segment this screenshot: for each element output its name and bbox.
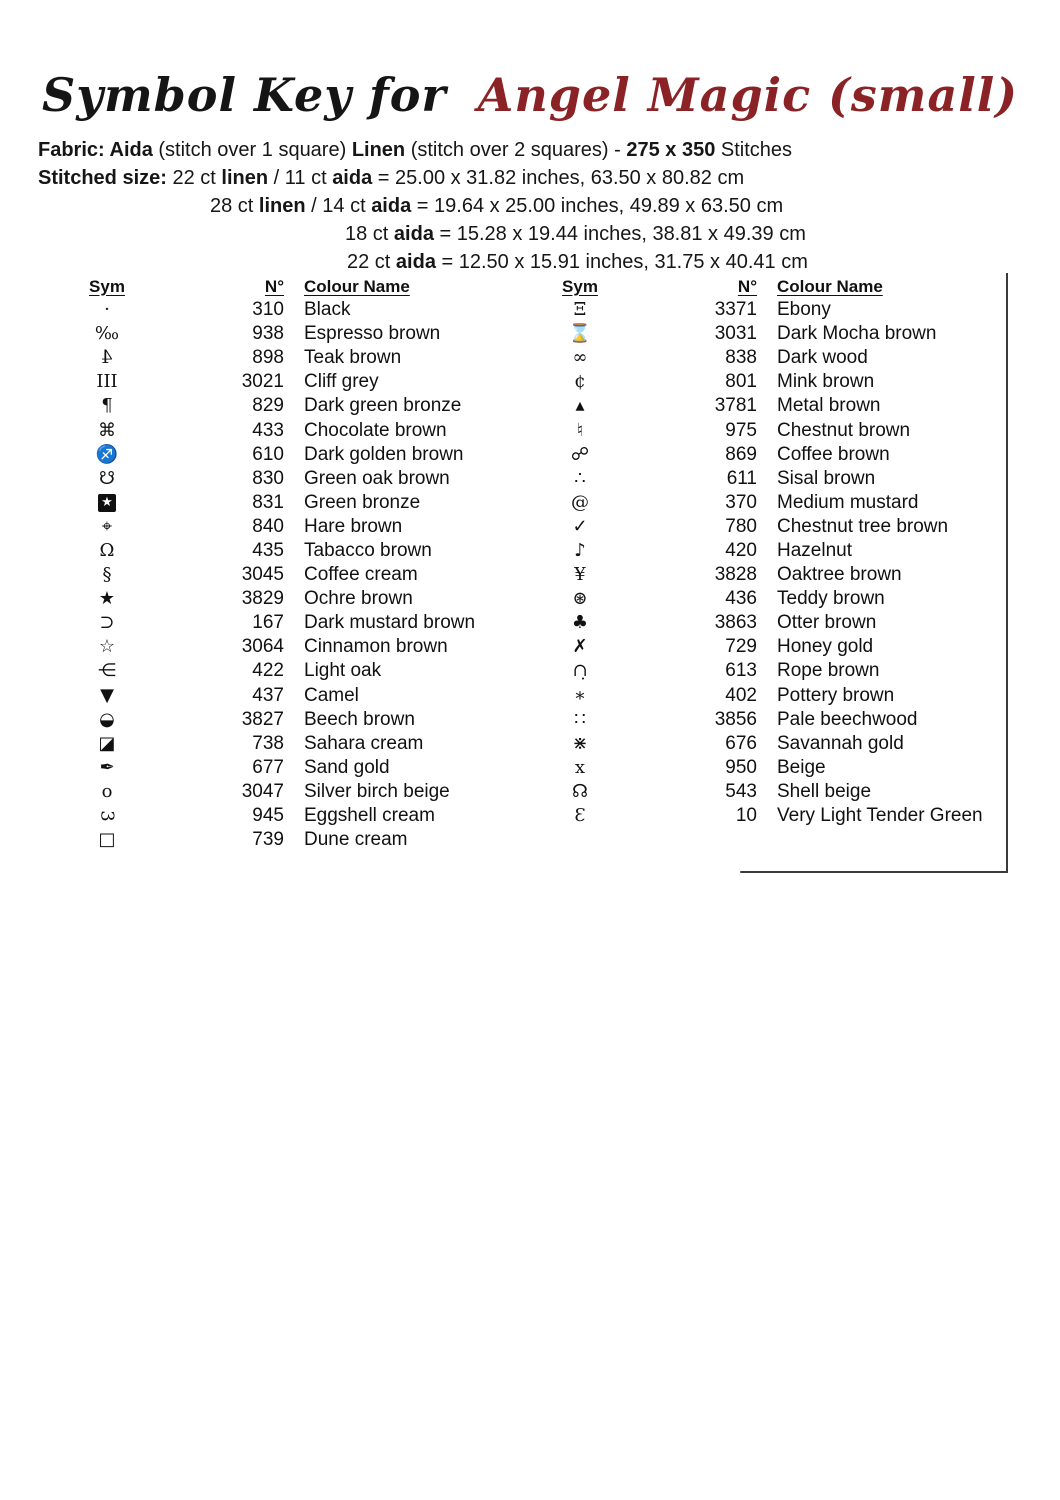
thread-number-cell: 436 <box>725 588 757 610</box>
stitch-symbol-icon: Ξ <box>573 299 587 321</box>
stitch-symbol-icon: ✗ <box>572 636 588 658</box>
key-row <box>80 804 520 828</box>
thread-number-cell: 611 <box>726 467 757 489</box>
header-sym: Sym <box>562 276 598 296</box>
info-line <box>38 164 1028 192</box>
symbol-cell <box>553 732 607 754</box>
colour-name-cell: Silver birch beige <box>304 780 450 802</box>
colour-name-cell: Dark wood <box>777 347 868 369</box>
thread-number-cell: 3021 <box>241 371 284 393</box>
symbol-cell <box>80 732 134 754</box>
key-row <box>553 298 1005 322</box>
stitch-symbol-icon: Ω <box>99 539 115 561</box>
stitch-symbol-icon: ⊃ <box>99 612 115 634</box>
key-row <box>553 708 1005 732</box>
key-row <box>553 346 1005 370</box>
thread-number-cell: 677 <box>252 756 284 778</box>
stitch-symbol-icon: ⌖ <box>101 515 113 537</box>
key-column <box>80 275 520 852</box>
key-row <box>80 587 520 611</box>
symbol-cell <box>80 638 134 656</box>
thread-number-cell: 3064 <box>241 636 284 658</box>
colour-name-cell: Honey gold <box>777 636 874 658</box>
symbol-cell <box>80 831 134 849</box>
thread-number-cell: 437 <box>252 684 284 706</box>
info-text-run: / 11 ct <box>268 167 333 189</box>
symbol-cell <box>553 756 607 778</box>
key-row <box>553 635 1005 659</box>
thread-number-cell: 831 <box>252 491 284 513</box>
symbol-cell <box>80 301 134 319</box>
thread-number-cell: 840 <box>252 515 284 537</box>
colour-name-cell: Teddy brown <box>777 588 885 610</box>
key-box-right-border <box>1006 273 1008 873</box>
key-row <box>80 756 520 780</box>
symbol-cell <box>553 539 607 561</box>
key-row <box>80 611 520 635</box>
symbol-cell <box>553 467 607 489</box>
key-row <box>80 563 520 587</box>
stitch-symbol-icon: □ <box>98 829 116 851</box>
symbol-cell <box>80 566 134 584</box>
header-number: N° <box>737 276 757 296</box>
symbol-cell <box>80 614 134 632</box>
key-row <box>80 346 520 370</box>
colour-name-cell: Dune cream <box>304 829 408 851</box>
thread-number-cell: 801 <box>725 371 757 393</box>
key-row <box>553 611 1005 635</box>
symbol-cell <box>80 807 134 825</box>
info-text-run: (stitch over 2 squares) - <box>405 139 627 161</box>
key-row <box>553 684 1005 708</box>
key-box-bottom-border <box>740 871 1008 873</box>
stitch-symbol-icon: ☆ <box>98 636 116 658</box>
stitch-symbol-icon: 3 <box>96 810 118 822</box>
stitch-symbol-icon: ☋ <box>99 467 115 489</box>
colour-name-cell: Black <box>304 299 351 321</box>
stitch-symbol-icon: ◪ <box>98 732 116 754</box>
symbol-cell <box>80 494 134 512</box>
colour-name-cell: Green oak brown <box>304 467 450 489</box>
colour-name-cell: Hazelnut <box>777 539 852 561</box>
key-row <box>80 732 520 756</box>
symbol-cell <box>553 662 607 680</box>
key-row <box>553 732 1005 756</box>
info-text-run: Stitched size: <box>38 167 167 189</box>
stitch-symbol-icon: ¥ <box>574 564 586 586</box>
thread-number-cell: 543 <box>725 780 757 802</box>
info-text-run: aida <box>371 195 412 217</box>
thread-number-cell: 676 <box>725 732 757 754</box>
stitch-symbol-icon: 4 <box>101 347 113 369</box>
colour-name-cell: Otter brown <box>777 612 877 634</box>
thread-number-cell: 938 <box>252 323 284 345</box>
info-line <box>38 136 1028 164</box>
info-text-run: = 15.28 x 19.44 inches, 38.81 x 49.39 cm <box>433 223 806 245</box>
key-table-header <box>80 275 520 298</box>
colour-name-cell: Shell beige <box>777 780 872 802</box>
stitch-symbol-icon: ∴ <box>574 467 586 489</box>
key-row <box>553 370 1005 394</box>
colour-name-cell: Medium mustard <box>777 491 919 513</box>
symbol-cell <box>80 515 134 537</box>
symbol-cell <box>80 467 134 489</box>
thread-number-cell: 3828 <box>714 564 757 586</box>
colour-name-cell: Dark green bronze <box>304 395 462 417</box>
stitch-symbol-icon: ★ <box>98 494 116 512</box>
info-text-run: = 12.50 x 15.91 inches, 31.75 x 40.41 cm <box>435 251 808 273</box>
symbol-cell <box>553 614 607 632</box>
symbol-cell <box>553 325 607 343</box>
stitch-symbol-icon: ☍ <box>570 443 590 465</box>
thread-number-cell: 3045 <box>241 564 284 586</box>
stitch-symbol-icon: ♪ <box>574 539 586 561</box>
key-row <box>553 418 1005 442</box>
key-row <box>80 443 520 467</box>
stitch-symbol-icon: ∗ <box>573 684 587 706</box>
title-prefix: Symbol Key for <box>42 68 447 122</box>
key-row <box>553 322 1005 346</box>
info-text-run: Stitches <box>715 139 793 161</box>
thread-number-cell: 3371 <box>714 299 757 321</box>
info-text-run: 22 ct <box>347 251 396 273</box>
key-row <box>80 635 520 659</box>
info-text-run: 275 x 350 <box>626 139 716 161</box>
thread-number-cell: 422 <box>252 660 284 682</box>
colour-name-cell: Metal brown <box>777 395 881 417</box>
colour-name-cell: Coffee cream <box>304 564 418 586</box>
symbol-cell <box>553 638 607 656</box>
key-row <box>80 515 520 539</box>
colour-name-cell: Green bronze <box>304 491 421 513</box>
symbol-cell <box>80 539 134 561</box>
header-sym: Sym <box>89 276 125 296</box>
symbol-cell <box>553 807 607 825</box>
stitch-symbol-icon: ☊ <box>572 780 588 802</box>
colour-name-cell: Pottery brown <box>777 684 895 706</box>
key-row <box>80 322 520 346</box>
stitch-symbol-icon: ✒ <box>99 756 115 778</box>
colour-name-cell: Dark Mocha brown <box>777 323 937 345</box>
colour-name-cell: Pale beechwood <box>777 708 918 730</box>
key-row <box>80 708 520 732</box>
key-row <box>553 515 1005 539</box>
stitch-symbol-icon: Ɛ <box>574 805 586 827</box>
header-number: N° <box>264 276 284 296</box>
symbol-cell <box>553 708 607 730</box>
thread-number-cell: 433 <box>252 419 284 441</box>
key-row <box>80 684 520 708</box>
symbol-cell <box>553 397 607 415</box>
stitch-symbol-icon: ‰ <box>94 323 120 345</box>
symbol-cell <box>80 349 134 367</box>
thread-number-cell: 3827 <box>241 708 284 730</box>
key-row <box>553 659 1005 683</box>
thread-number-cell: 950 <box>725 756 757 778</box>
colour-name-cell: Eggshell cream <box>304 805 435 827</box>
stitch-symbol-icon: ⌘ <box>98 419 116 441</box>
stitch-symbol-icon: ★ <box>98 588 116 610</box>
key-row <box>553 443 1005 467</box>
stitch-symbol-icon: ¶ <box>101 395 113 417</box>
symbol-cell <box>553 566 607 584</box>
colour-name-cell: Oaktree brown <box>777 564 902 586</box>
stitch-symbol-icon: ▼ <box>100 684 114 706</box>
stitch-symbol-icon: ▴ <box>575 395 585 417</box>
thread-number-cell: 3856 <box>714 708 757 730</box>
symbol-cell <box>80 708 134 730</box>
colour-name-cell: Ebony <box>777 299 831 321</box>
thread-number-cell: 3047 <box>241 780 284 802</box>
thread-number-cell: 975 <box>725 419 757 441</box>
thread-number-cell: 738 <box>252 732 284 754</box>
colour-name-cell: Sahara cream <box>304 732 424 754</box>
stitch-symbol-icon: § <box>102 564 112 586</box>
colour-name-cell: Chestnut tree brown <box>777 515 949 537</box>
stitch-symbol-icon: o <box>101 780 113 802</box>
thread-number-cell: 838 <box>725 347 757 369</box>
info-text-run: linen <box>221 167 269 189</box>
colour-name-cell: Cinnamon brown <box>304 636 448 658</box>
key-row <box>80 418 520 442</box>
thread-number-cell: 898 <box>252 347 284 369</box>
symbol-cell <box>80 780 134 802</box>
colour-name-cell: Beige <box>777 756 826 778</box>
info-text-run: Linen <box>351 139 406 161</box>
key-row <box>80 370 520 394</box>
thread-number-cell: 729 <box>725 636 757 658</box>
colour-name-cell: Light oak <box>304 660 382 682</box>
thread-number-cell: 370 <box>725 491 757 513</box>
colour-name-cell: Coffee brown <box>777 443 890 465</box>
colour-name-cell: Cliff grey <box>304 371 379 393</box>
key-row <box>553 780 1005 804</box>
stitch-symbol-icon: ∩̣ <box>572 660 588 682</box>
colour-name-cell: Chestnut brown <box>777 419 911 441</box>
colour-name-cell: Savannah gold <box>777 732 904 754</box>
thread-number-cell: 402 <box>725 684 757 706</box>
colour-name-cell: Mink brown <box>777 371 875 393</box>
thread-number-cell: 435 <box>252 539 284 561</box>
info-line <box>38 192 1028 220</box>
thread-number-cell: 869 <box>725 443 757 465</box>
thread-number-cell: 420 <box>725 539 757 561</box>
stitch-symbol-icon: ¢ <box>574 371 586 393</box>
key-column <box>553 275 1005 828</box>
stitch-symbol-icon: ∞ <box>572 347 588 369</box>
info-text-run: 18 ct <box>345 223 394 245</box>
symbol-cell <box>80 662 134 680</box>
colour-name-cell: Dark golden brown <box>304 443 464 465</box>
stitch-symbol-icon: ⌛ <box>568 323 592 345</box>
thread-number-cell: 739 <box>252 829 284 851</box>
colour-name-cell: Dark mustard brown <box>304 612 476 634</box>
symbol-cell <box>553 349 607 367</box>
key-row <box>80 828 520 852</box>
colour-name-cell: Teak brown <box>304 347 402 369</box>
stitch-symbol-icon: @ <box>571 491 589 513</box>
stitch-symbol-icon: III <box>96 371 118 393</box>
thread-number-cell: 829 <box>252 395 284 417</box>
stitch-symbol-icon: x <box>574 756 586 778</box>
thread-number-cell: 613 <box>725 660 757 682</box>
key-row <box>553 491 1005 515</box>
key-row <box>553 804 1005 828</box>
colour-name-cell: Sand gold <box>304 756 390 778</box>
info-line <box>38 248 1028 276</box>
key-row <box>80 298 520 322</box>
stitch-symbol-icon: ♮ <box>576 419 584 441</box>
colour-name-cell: Hare brown <box>304 515 403 537</box>
thread-number-cell: 3781 <box>714 395 757 417</box>
info-text-run: (stitch over 1 square) <box>152 139 352 161</box>
symbol-cell <box>80 443 134 465</box>
symbol-cell <box>80 684 134 706</box>
symbol-cell <box>553 373 607 391</box>
thread-number-cell: 3829 <box>241 588 284 610</box>
stitch-symbol-icon: · <box>104 299 110 321</box>
thread-number-cell: 830 <box>252 467 284 489</box>
header-colour-name: Colour Name <box>304 276 410 296</box>
colour-name-cell: Tabacco brown <box>304 539 432 561</box>
key-row <box>553 467 1005 491</box>
key-row <box>80 539 520 563</box>
stitch-symbol-icon: ⋇ <box>572 732 588 754</box>
stitch-symbol-icon: ⊛ <box>572 588 588 610</box>
key-row <box>80 467 520 491</box>
stitch-symbol-icon: ◒ <box>99 708 115 730</box>
colour-name-cell: Sisal brown <box>777 467 876 489</box>
colour-name-cell: Rope brown <box>777 660 880 682</box>
key-row <box>553 756 1005 780</box>
thread-number-cell: 780 <box>725 515 757 537</box>
colour-name-cell: Camel <box>304 684 359 706</box>
page-title <box>0 68 1060 122</box>
thread-number-cell: 10 <box>735 805 757 827</box>
key-row <box>553 563 1005 587</box>
symbol-cell <box>553 443 607 465</box>
thread-number-cell: 310 <box>252 299 284 321</box>
info-line <box>38 220 1028 248</box>
info-text-run: Fabric: Aida <box>38 139 153 161</box>
info-text-run: = 25.00 x 31.82 inches, 63.50 x 80.82 cm <box>372 167 745 189</box>
key-row <box>553 587 1005 611</box>
stitch-symbol-icon: ⋲ <box>98 660 116 682</box>
title-design-name: Angel Magic (small) <box>477 68 1018 122</box>
key-row <box>80 394 520 418</box>
key-row <box>80 491 520 515</box>
stitch-symbol-icon: ♐ <box>95 443 119 465</box>
info-text-run: aida <box>393 223 434 245</box>
thread-number-cell: 610 <box>252 443 284 465</box>
key-row <box>80 780 520 804</box>
symbol-cell <box>80 325 134 343</box>
key-table-header <box>553 275 1005 298</box>
key-row <box>553 539 1005 563</box>
key-row <box>553 394 1005 418</box>
thread-number-cell: 3031 <box>714 323 757 345</box>
info-text-run: aida <box>395 251 436 273</box>
info-text-run: 22 ct <box>166 167 222 189</box>
info-text-run: aida <box>332 167 373 189</box>
key-row <box>80 659 520 683</box>
symbol-cell <box>80 590 134 608</box>
symbol-cell <box>553 590 607 608</box>
symbol-cell <box>80 373 134 391</box>
colour-name-cell: Chocolate brown <box>304 419 447 441</box>
colour-name-cell: Beech brown <box>304 708 415 730</box>
symbol-cell <box>80 397 134 415</box>
symbol-cell <box>553 515 607 537</box>
colour-name-cell: Espresso brown <box>304 323 441 345</box>
thread-number-cell: 945 <box>252 805 284 827</box>
info-text-run: linen <box>258 195 306 217</box>
colour-name-cell: Very Light Tender Green <box>777 805 983 827</box>
stitch-symbol-icon: ♣ <box>571 612 589 634</box>
colour-name-cell: Ochre brown <box>304 588 413 610</box>
symbol-cell <box>553 780 607 802</box>
symbol-cell <box>553 301 607 319</box>
info-text-run: 28 ct <box>210 195 259 217</box>
symbol-cell <box>80 419 134 441</box>
thread-number-cell: 3863 <box>714 612 757 634</box>
info-text-run: = 19.64 x 25.00 inches, 49.89 x 63.50 cm <box>411 195 784 217</box>
symbol-cell <box>553 491 607 513</box>
symbol-cell <box>553 684 607 706</box>
info-text-run: / 14 ct <box>305 195 372 217</box>
thread-number-cell: 167 <box>252 612 284 634</box>
symbol-cell <box>553 419 607 441</box>
stitch-symbol-icon: ∷ <box>574 708 586 730</box>
symbol-cell <box>80 756 134 778</box>
fabric-info <box>38 136 1028 276</box>
stitch-symbol-icon: ✓ <box>572 515 588 537</box>
header-colour-name: Colour Name <box>777 276 883 296</box>
